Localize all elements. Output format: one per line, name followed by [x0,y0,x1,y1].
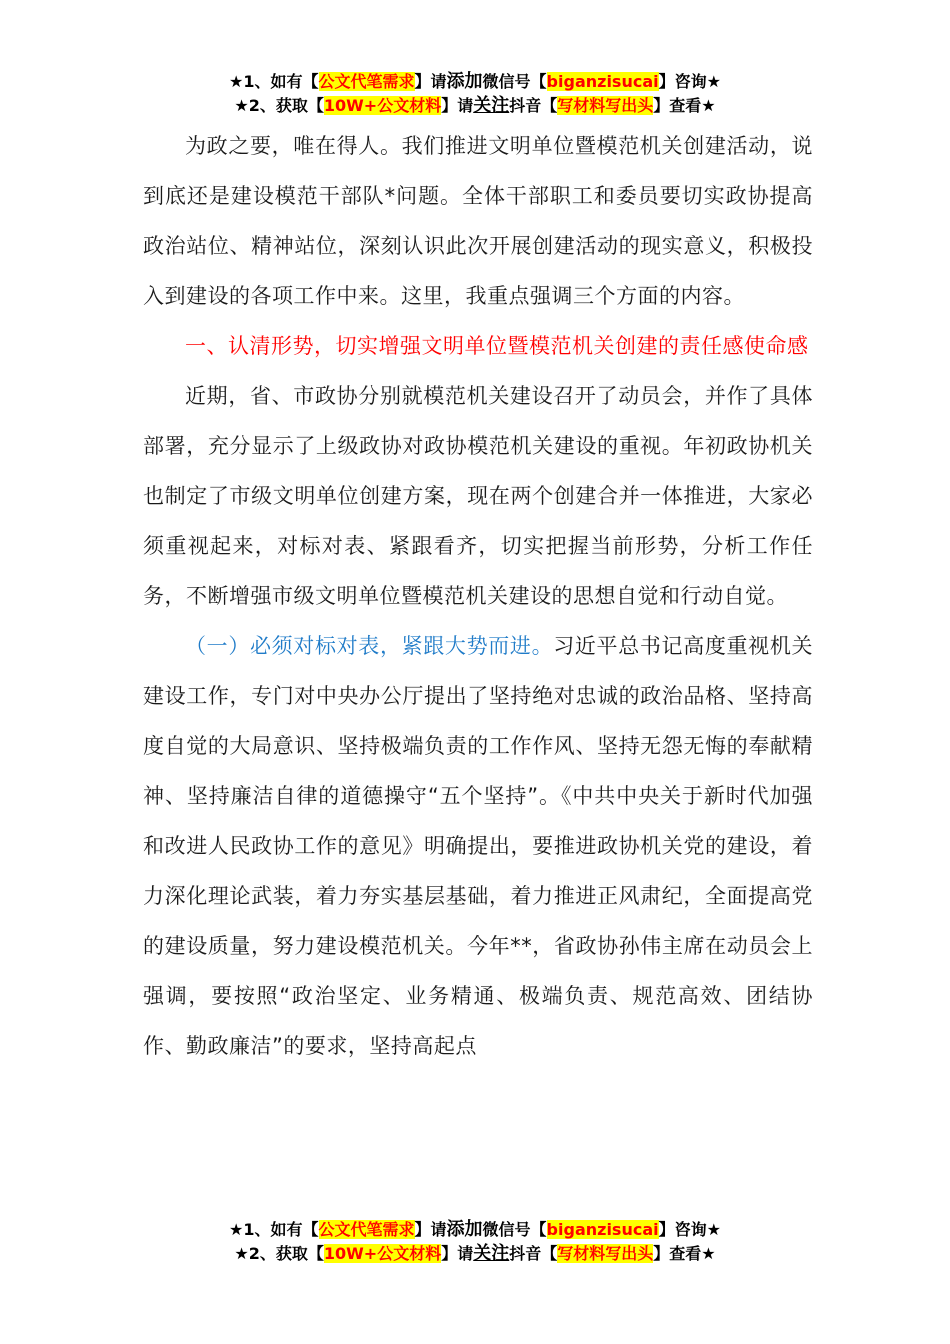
footer-highlight-service: 公文代笔需求 [318,1220,415,1239]
context-paragraph: 近期，省、市政协分别就模范机关建设召开了动员会，并作了具体部署，充分显示了上级政协对政协模范机关建设的重视。年初政协机关也制定了市级文明单位创建方案，现在两个创建合并一体推进，大家必须重视起来，对标对表、紧跟看齐，切实把握当前形势，分析工作任务，不断增强市级文明单位暨模范机关建设的思想自觉和行动自觉。 [143,384,813,608]
banner-highlight-douyin: 写材料写出头 [557,96,654,115]
footer-banner [0,1218,950,1266]
footer-highlight-materials: 10W+公文材料 [323,1244,442,1263]
banner-highlight-materials: 10W+公文材料 [323,96,442,115]
footer-highlight-douyin: 写材料写出头 [557,1244,654,1263]
subsection-1-paragraph [143,621,813,1071]
banner-line-2: ★2、获取【10W+公文材料】请关注抖音【写材料写出头】查看★ [234,95,716,116]
subsection-1-body: 习近平总书记高度重视机关建设工作，专门对中央办公厅提出了坚持绝对忠诚的政治品格、坚持高度自觉的大局意识、坚持极端负责的工作作风、坚持无怨无悔的奉献精神、坚持廉洁自律的道德操守“五个坚持”。《中共中央关于新时代加强和改进人民政协工作的意见》明确提出，要推进政协机关党的建设，着力深化理论武装，着力夯实基层基础，着力推进正风肃纪，全面提高党的建设质量，努力建设模范机关。今年**，省政协孙伟主席在动员会上强调，要按照“政治坚定、业务精通、极端负责、规范高效、团结协作、勤政廉洁”的要求，坚持高起点 [143,634,814,1058]
footer-line-2: ★2、获取【10W+公文材料】请关注抖音【写材料写出头】查看★ [234,1243,716,1264]
banner-highlight-wechat: biganzisucai [546,72,659,91]
footer-line-1: ★1、如有【公文代笔需求】请添加微信号【biganzisucai】咨询★ [229,1219,721,1240]
intro-paragraph: 为政之要，唯在得人。我们推进文明单位暨模范机关创建活动，说到底还是建设模范干部队*问题。全体干部职工和委员要切实政协提高政治站位、精神站位，深刻认识此次开展创建活动的现实意义，积极投入到建设的各项工作中来。这里，我重点强调三个方面的内容。 [143,134,813,308]
banner-highlight-service: 公文代笔需求 [318,72,415,91]
document-body [143,121,813,1071]
footer-highlight-wechat: biganzisucai [546,1220,659,1239]
header-banner [0,70,950,118]
subsection-1-title: （一）必须对标对表，紧跟大势而进。 [185,634,554,658]
section-heading-1: 一、认清形势，切实增强文明单位暨模范机关创建的责任感使命感 [185,334,809,358]
banner-line-1: ★1、如有【公文代笔需求】请添加微信号【biganzisucai】咨询★ [229,71,721,92]
